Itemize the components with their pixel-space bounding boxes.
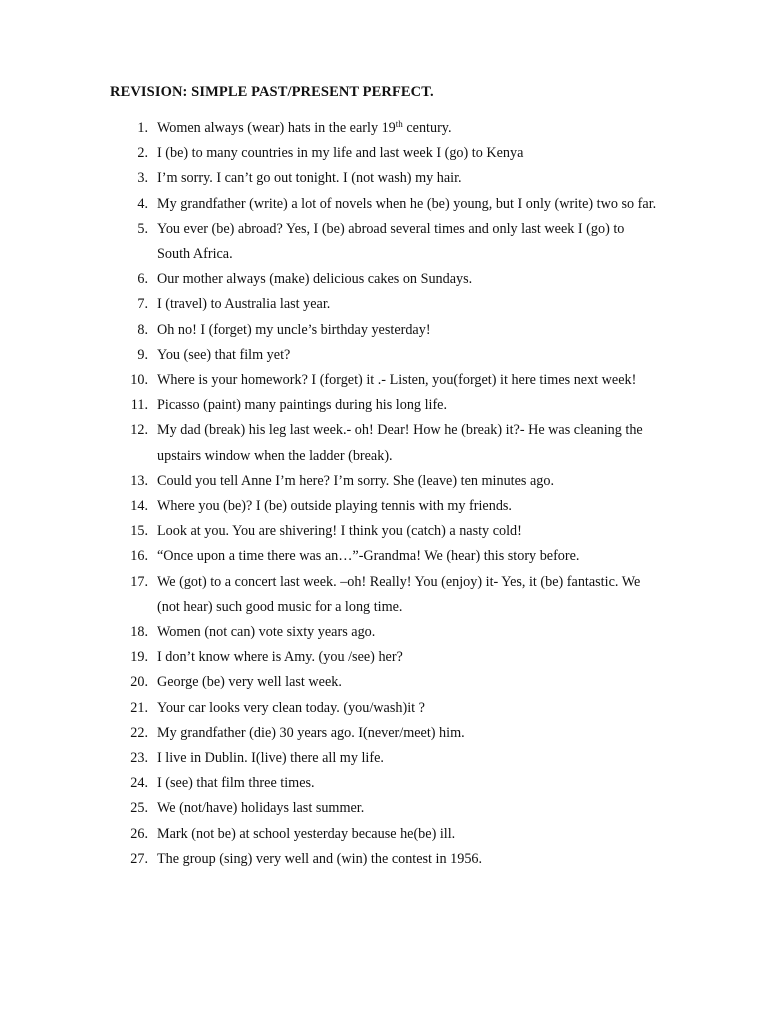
list-item bbox=[0, 418, 768, 468]
item-text: Your car looks very clean today. (you/wash)it ? bbox=[157, 699, 425, 716]
item-number: 12. bbox=[130, 422, 148, 439]
item-text: Women (not can) vote sixty years ago. bbox=[157, 624, 376, 641]
item-text: Could you tell Anne I’m here? I’m sorry. She (leave) ten minutes ago. bbox=[157, 472, 555, 489]
item-text: Look at you. You are shivering! I think you (catch) a nasty cold! bbox=[157, 523, 522, 540]
list-item bbox=[0, 696, 768, 721]
item-number: 20. bbox=[130, 674, 148, 691]
exercise-list bbox=[0, 116, 768, 872]
list-item bbox=[0, 796, 768, 821]
document-title: REVISION: SIMPLE PAST/PRESENT PERFECT. bbox=[110, 84, 434, 100]
list-item bbox=[0, 822, 768, 847]
item-number: 7. bbox=[137, 296, 148, 313]
list-item bbox=[0, 570, 768, 620]
item-text: Mark (not be) at school yesterday because he(be) ill. bbox=[157, 825, 456, 842]
item-number: 9. bbox=[137, 346, 148, 363]
item-number: 5. bbox=[137, 220, 148, 237]
list-item bbox=[0, 645, 768, 670]
item-text: Our mother always (make) delicious cakes on Sundays. bbox=[157, 271, 473, 288]
item-text: I (be) to many countries in my life and last week I (go) to Kenya bbox=[157, 145, 524, 162]
item-number: 8. bbox=[137, 321, 148, 338]
list-item bbox=[0, 620, 768, 645]
item-number: 4. bbox=[137, 195, 148, 212]
item-text: Women always (wear) hats in the early 19th century. bbox=[157, 119, 452, 136]
list-item bbox=[0, 267, 768, 292]
item-number: 26. bbox=[130, 825, 148, 842]
list-item bbox=[0, 166, 768, 191]
item-number: 23. bbox=[130, 750, 148, 767]
item-text: I don’t know where is Amy. (you /see) her? bbox=[157, 649, 403, 666]
item-text: We (got) to a concert last week. –oh! Really! You (enjoy) it- Yes, it (be) fantastic. We (not hear) such good music for a long time. bbox=[157, 573, 641, 615]
list-item bbox=[0, 721, 768, 746]
list-item bbox=[0, 217, 768, 267]
item-text: The group (sing) very well and (win) the contest in 1956. bbox=[157, 850, 483, 867]
item-text: George (be) very well last week. bbox=[157, 674, 342, 691]
item-number: 19. bbox=[130, 649, 148, 666]
list-item bbox=[0, 368, 768, 393]
item-number: 21. bbox=[130, 699, 148, 716]
item-text: You (see) that film yet? bbox=[157, 346, 291, 363]
item-text: My dad (break) his leg last week.- oh! Dear! How he (break) it?- He was cleaning the upstairs window when the ladder (break). bbox=[157, 422, 643, 464]
item-number: 16. bbox=[130, 548, 148, 565]
item-text: I (travel) to Australia last year. bbox=[157, 296, 331, 313]
item-text: I’m sorry. I can’t go out tonight. I (not wash) my hair. bbox=[157, 170, 462, 187]
item-number: 10. bbox=[130, 372, 148, 389]
list-item bbox=[0, 519, 768, 544]
item-number: 27. bbox=[130, 850, 148, 867]
item-number: 14. bbox=[130, 498, 148, 515]
list-item bbox=[0, 393, 768, 418]
item-number: 1. bbox=[137, 120, 148, 136]
item-number: 25. bbox=[130, 800, 148, 817]
list-item bbox=[0, 141, 768, 166]
item-text: Where is your homework? I (forget) it .- Listen, you(forget) it here times next week! bbox=[157, 372, 637, 389]
item-text: I live in Dublin. I(live) there all my life. bbox=[157, 750, 384, 767]
item-number: 18. bbox=[130, 624, 148, 641]
item-number: 2. bbox=[137, 145, 148, 162]
list-item bbox=[0, 544, 768, 569]
item-number: 6. bbox=[137, 271, 148, 288]
item-text: You ever (be) abroad? Yes, I (be) abroad several times and only last week I (go) to South Africa. bbox=[157, 220, 625, 263]
item-text: Picasso (paint) many paintings during his long life. bbox=[157, 397, 448, 414]
item-text: Oh no! I (forget) my uncle’s birthday yesterday! bbox=[157, 321, 431, 338]
superscript: th bbox=[395, 119, 403, 129]
list-item bbox=[0, 469, 768, 494]
item-text: I (see) that film three times. bbox=[157, 775, 315, 792]
list-item bbox=[0, 292, 768, 317]
item-text: “Once upon a time there was an…”-Grandma! We (hear) this story before. bbox=[157, 548, 580, 565]
list-item bbox=[0, 494, 768, 519]
list-item bbox=[0, 847, 768, 872]
item-text: Where you (be)? I (be) outside playing tennis with my friends. bbox=[157, 498, 512, 515]
item-number: 17. bbox=[130, 573, 148, 590]
item-text: My grandfather (write) a lot of novels when he (be) young, but I only (write) two so far. bbox=[157, 195, 657, 212]
list-item bbox=[0, 116, 768, 141]
list-item bbox=[0, 670, 768, 695]
list-item bbox=[0, 318, 768, 343]
list-item bbox=[0, 771, 768, 796]
item-number: 24. bbox=[130, 775, 148, 792]
item-text: My grandfather (die) 30 years ago. I(never/meet) him. bbox=[157, 724, 465, 741]
item-number: 11. bbox=[130, 397, 148, 414]
item-number: 22. bbox=[130, 724, 148, 741]
item-number: 3. bbox=[137, 170, 148, 187]
list-item bbox=[0, 192, 768, 217]
item-number: 15. bbox=[130, 523, 148, 540]
item-number: 13. bbox=[130, 472, 148, 489]
list-item bbox=[0, 343, 768, 368]
list-item bbox=[0, 746, 768, 771]
item-text: We (not/have) holidays last summer. bbox=[157, 800, 365, 817]
